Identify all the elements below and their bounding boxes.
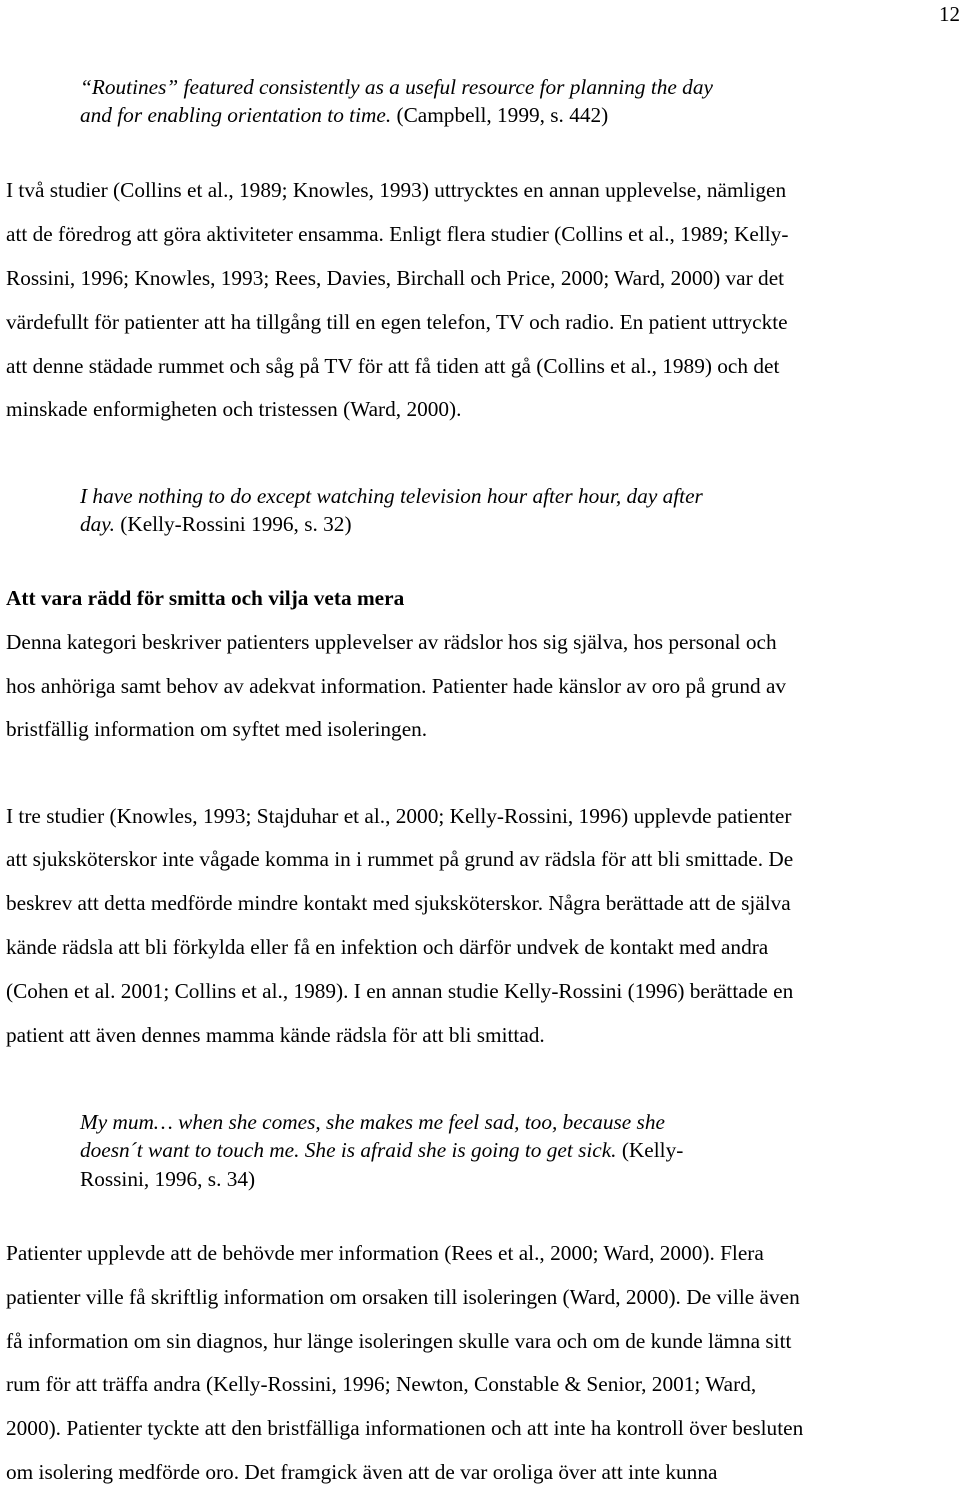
quote-text: My mum… when she comes, she makes me feel sad, too, because she: [80, 1110, 665, 1134]
paragraph-line: Rossini, 1996; Knowles, 1993; Rees, Davies, Birchall och Price, 2000; Ward, 2000) var det: [6, 266, 785, 290]
quote-citation: (Kelly-: [616, 1138, 684, 1162]
quote-line: [80, 103, 608, 127]
quote-line: [80, 1167, 255, 1191]
quote-line: [80, 75, 713, 99]
paragraph-line: 2000). Patienter tyckte att den bristfälliga informationen och att inte ha kontroll över besluten: [6, 1416, 804, 1440]
paragraph-line: kände rädsla att bli förkylda eller få en infektion och därför undvek de kontakt med andra: [6, 935, 769, 959]
quote-line: [80, 484, 703, 508]
quote-citation: (Kelly-Rossini 1996, s. 32): [114, 512, 352, 536]
paragraph-line: patient att även dennes mamma kände rädsla för att bli smittad.: [6, 1023, 545, 1047]
quote-line: [80, 512, 352, 536]
paragraph-line: om isolering medförde oro. Det framgick även att de var oroliga över att inte kunna: [6, 1460, 718, 1484]
paragraph-line: bristfällig information om syftet med isoleringen.: [6, 717, 428, 741]
paragraph-line: I två studier (Collins et al., 1989; Knowles, 1993) uttrycktes en annan upplevelse, nämligen: [6, 178, 787, 202]
quote-line: [80, 1138, 683, 1162]
quote-citation: (Campbell, 1999, s. 442): [391, 103, 609, 127]
paragraph-line: värdefullt för patienter att ha tillgång till en egen telefon, TV och radio. En patient uttryckte: [6, 310, 788, 334]
paragraph-line: Denna kategori beskriver patienters upplevelser av rädslor hos sig själva, hos personal och: [6, 630, 777, 654]
paragraph-line: att de föredrog att göra aktiviteter ensamma. Enligt flera studier (Collins et al., 1989; Kelly-: [6, 222, 789, 246]
paragraph-line: beskrev att detta medförde mindre kontakt med sjuksköterskor. Några berättade att de själva: [6, 891, 791, 915]
paragraph-line: I tre studier (Knowles, 1993; Stajduhar et al., 2000; Kelly-Rossini, 1996) upplevde patienter: [6, 804, 792, 828]
paragraph-line: att sjuksköterskor inte vågade komma in i rummet på grund av rädsla för att bli smittade. De: [6, 847, 794, 871]
paragraph-line: (Cohen et al. 2001; Collins et al., 1989). I en annan studie Kelly-Rossini (1996) berättade en: [6, 979, 794, 1003]
paragraph-line: att denne städade rummet och såg på TV för att få tiden att gå (Collins et al., 1989) och det: [6, 354, 780, 378]
paragraph-line: patienter ville få skriftlig information om orsaken till isoleringen (Ward, 2000). De ville även: [6, 1285, 800, 1309]
paragraph-line: rum för att träffa andra (Kelly-Rossini, 1996; Newton, Constable & Senior, 2001; Ward,: [6, 1372, 757, 1396]
quote-text: day.: [80, 512, 115, 536]
page-number: 12: [939, 2, 960, 26]
quote-line: [80, 1110, 665, 1134]
quote-text: I have nothing to do except watching television hour after hour, day after: [80, 484, 703, 508]
quote-text: “Routines” featured consistently as a useful resource for planning the day: [80, 75, 713, 99]
quote-citation: Rossini, 1996, s. 34): [80, 1167, 256, 1191]
paragraph-line: hos anhöriga samt behov av adekvat information. Patienter hade känslor av oro på grund av: [6, 674, 787, 698]
section-heading: Att vara rädd för smitta och vilja veta mera: [6, 586, 405, 610]
paragraph-line: få information om sin diagnos, hur länge isoleringen skulle vara och om de kunde lämna sitt: [6, 1329, 792, 1353]
paragraph-line: minskade enformigheten och tristessen (Ward, 2000).: [6, 397, 462, 421]
quote-text: and for enabling orientation to time.: [80, 103, 392, 127]
paragraph-line: Patienter upplevde att de behövde mer information (Rees et al., 2000; Ward, 2000). Flera: [6, 1241, 764, 1265]
quote-text: doesn´t want to touch me. She is afraid she is going to get sick.: [80, 1138, 617, 1162]
